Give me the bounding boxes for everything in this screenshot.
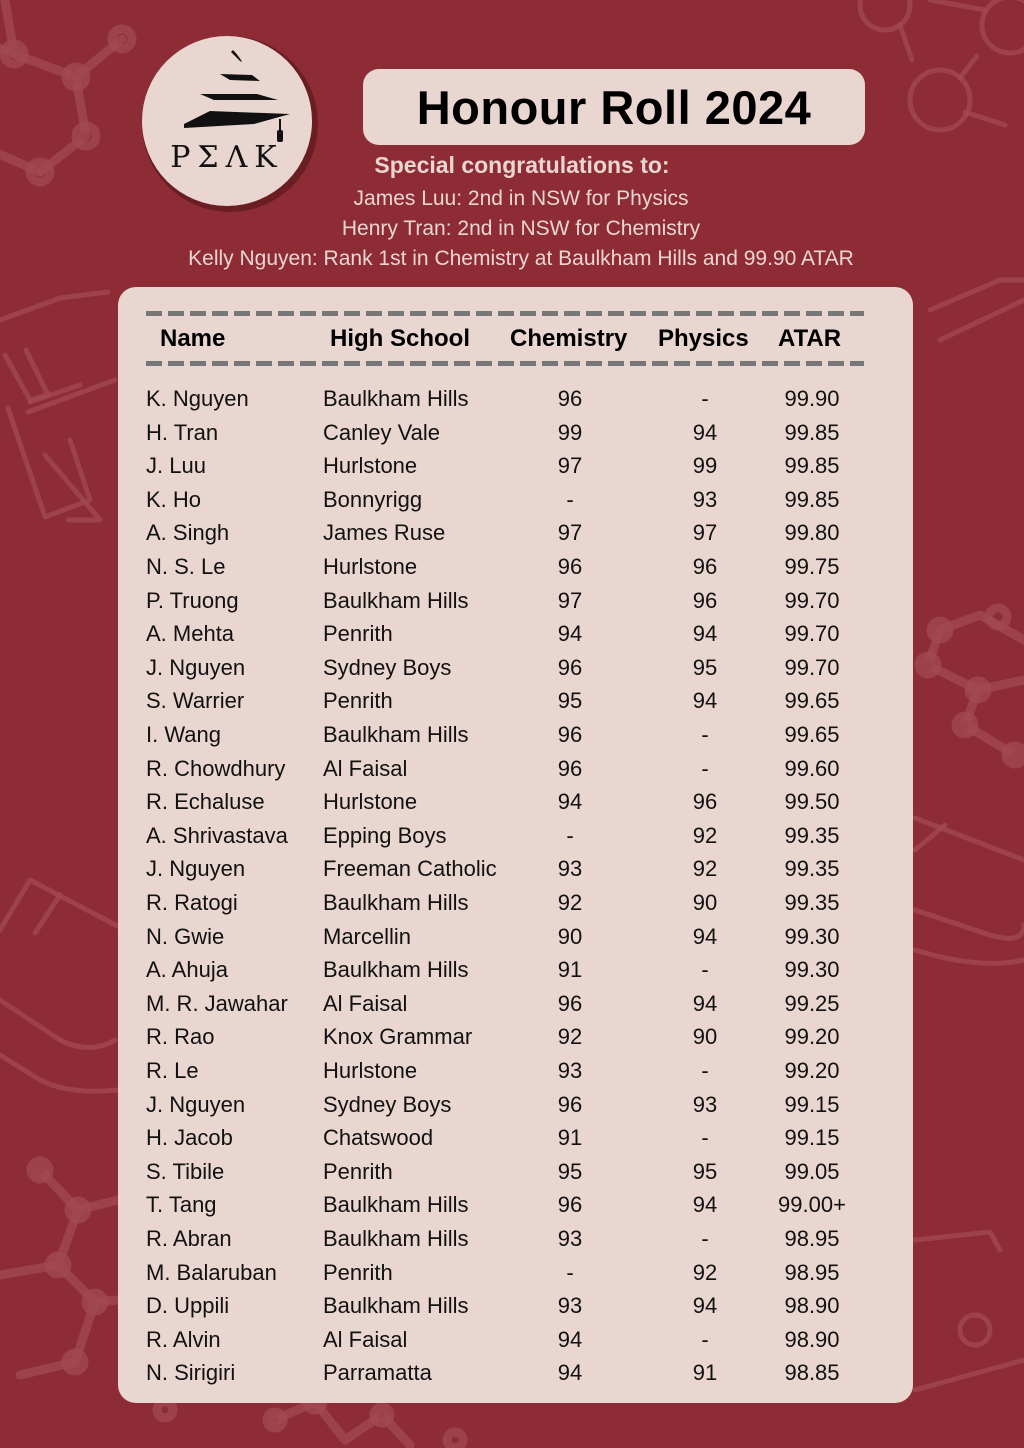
cell-physics: - (701, 386, 709, 411)
cell-atar: 99.50 (784, 789, 840, 815)
cell-high-school: Bonnyrigg (323, 486, 423, 512)
cell-physics: 99 (692, 453, 718, 479)
cell-name: A. Singh (146, 520, 230, 546)
table-row (118, 1092, 913, 1126)
column-header-name: Name (160, 325, 226, 352)
cell-atar: 99.75 (784, 554, 840, 579)
cell-chemistry: 96 (557, 1091, 583, 1117)
cell-physics: 94 (692, 688, 718, 714)
cell-physics: 92 (692, 856, 718, 882)
cell-physics: 94 (692, 923, 718, 949)
table-row (118, 688, 913, 722)
table-row (118, 924, 913, 958)
cell-atar: 99.70 (784, 587, 840, 613)
cell-chemistry: 93 (557, 856, 583, 882)
table-row (118, 789, 913, 823)
cell-name: H. Tran (146, 419, 219, 445)
cell-physics: 92 (692, 1259, 718, 1285)
cell-physics: 97 (692, 520, 718, 546)
table-row (118, 1125, 913, 1159)
cell-atar: 99.05 (784, 1158, 840, 1184)
table-row (118, 1226, 913, 1260)
cell-name: N. Gwie (146, 923, 225, 949)
table-row (118, 991, 913, 1025)
cell-name: I. Wang (146, 722, 221, 747)
table-row (118, 957, 913, 991)
table-row (118, 1327, 913, 1361)
cell-high-school: Baulkham Hills (323, 386, 469, 411)
cell-high-school: Baulkham Hills (323, 1192, 469, 1218)
cell-chemistry: 93 (557, 1226, 583, 1251)
cell-physics: 91 (692, 1360, 718, 1386)
table-row (118, 1293, 913, 1327)
cell-atar: 98.85 (784, 1360, 840, 1386)
cell-physics: 94 (692, 621, 718, 647)
cell-high-school: Parramatta (323, 1360, 432, 1386)
cell-high-school: Hurlstone (323, 789, 418, 815)
cell-atar: 99.60 (784, 755, 840, 781)
cell-chemistry: - (566, 822, 574, 848)
cell-high-school: Marcellin (323, 923, 412, 949)
cell-high-school: Freeman Catholic (323, 856, 497, 882)
cell-chemistry: 97 (557, 520, 583, 546)
title-banner (363, 69, 865, 145)
cell-atar: 99.70 (784, 654, 840, 680)
table-row (118, 756, 913, 790)
table-row (118, 1058, 913, 1092)
graduation-cap-icon (142, 36, 312, 146)
cell-name: M. Balaruban (146, 1259, 277, 1285)
congratulations-line: James Luu: 2nd in NSW for Physics (353, 187, 689, 210)
cell-chemistry: 96 (557, 1192, 583, 1218)
cell-physics: - (701, 722, 709, 747)
cell-physics: 94 (692, 1293, 718, 1319)
congratulations-line: Kelly Nguyen: Rank 1st in Chemistry at Baulkham Hills and 99.90 ATAR (188, 247, 854, 270)
cell-name: J. Nguyen (146, 856, 246, 882)
cell-physics: - (701, 1125, 709, 1151)
cell-atar: 99.00+ (778, 1192, 846, 1218)
cell-chemistry: 94 (557, 789, 583, 815)
cell-physics: 90 (692, 1024, 718, 1050)
cell-atar: 99.25 (784, 990, 840, 1016)
column-header-high-school: High School (330, 325, 470, 352)
cell-chemistry: 92 (557, 890, 583, 915)
cell-name: S. Tibile (146, 1158, 225, 1184)
table-row (118, 621, 913, 655)
cell-physics: 96 (692, 789, 718, 815)
cell-chemistry: 99 (557, 419, 583, 445)
logo-wordmark: ΡΣΛΚ (170, 140, 284, 175)
table-row (118, 420, 913, 454)
cell-atar: 99.35 (784, 890, 840, 915)
cell-high-school: Knox Grammar (323, 1024, 473, 1050)
congratulations-heading: Special congratulations to: (374, 152, 670, 178)
cell-high-school: Penrith (323, 688, 393, 714)
table-row (118, 487, 913, 521)
cell-atar: 99.15 (784, 1091, 840, 1117)
cell-name: A. Ahuja (146, 957, 228, 983)
cell-atar: 99.65 (784, 688, 840, 714)
cell-name: K. Nguyen (146, 386, 249, 411)
table-row (118, 1260, 913, 1294)
cell-physics: 92 (692, 822, 718, 848)
cell-chemistry: 90 (557, 923, 583, 949)
cell-high-school: Al Faisal (323, 755, 408, 781)
cell-name: J. Nguyen (146, 1091, 246, 1117)
cell-name: K. Ho (146, 486, 202, 512)
cell-chemistry: 96 (557, 722, 583, 747)
cell-chemistry: 95 (557, 688, 583, 714)
cell-chemistry: 93 (557, 1058, 583, 1083)
cell-chemistry: 94 (557, 621, 583, 647)
cell-name: R. Echaluse (146, 789, 265, 815)
cell-chemistry: - (566, 1259, 574, 1285)
cell-name: R. Le (146, 1058, 199, 1083)
cell-high-school: Canley Vale (323, 419, 440, 445)
cell-atar: 99.35 (784, 822, 840, 848)
cell-atar: 98.95 (784, 1259, 840, 1285)
cell-chemistry: 93 (557, 1293, 583, 1319)
cell-high-school: Penrith (323, 1158, 393, 1184)
cell-high-school: Epping Boys (323, 822, 447, 848)
cell-physics: 96 (692, 587, 718, 613)
table-row (118, 823, 913, 857)
cell-chemistry: 92 (557, 1024, 583, 1050)
cell-high-school: Baulkham Hills (323, 1226, 469, 1251)
cell-name: A. Shrivastava (146, 822, 288, 848)
cell-atar: 99.85 (784, 453, 840, 479)
cell-chemistry: 96 (557, 755, 583, 781)
cell-atar: 98.90 (784, 1326, 840, 1352)
cell-high-school: Al Faisal (323, 990, 408, 1016)
cell-high-school: Sydney Boys (323, 1091, 452, 1117)
cell-name: J. Nguyen (146, 654, 246, 680)
cell-chemistry: 96 (557, 654, 583, 680)
cell-name: R. Rao (146, 1024, 215, 1050)
table-row (118, 1024, 913, 1058)
table-row (118, 554, 913, 588)
cell-high-school: Baulkham Hills (323, 722, 469, 747)
cell-name: A. Mehta (146, 621, 235, 647)
cell-chemistry: 96 (557, 554, 583, 579)
table-row (118, 1159, 913, 1193)
cell-atar: 98.90 (784, 1293, 840, 1319)
page-title: Honour Roll 2024 (416, 80, 812, 134)
cell-atar: 99.65 (784, 722, 840, 747)
cell-physics: 96 (692, 554, 718, 579)
cell-name: T. Tang (146, 1192, 217, 1218)
table-row (118, 856, 913, 890)
cell-name: J. Luu (146, 453, 206, 479)
column-header-chemistry: Chemistry (510, 325, 628, 352)
cell-atar: 99.85 (784, 486, 840, 512)
table-row (118, 890, 913, 924)
cell-physics: 94 (692, 419, 718, 445)
cell-physics: - (701, 1058, 709, 1083)
cell-name: R. Ratogi (146, 890, 238, 915)
cell-name: R. Alvin (146, 1326, 221, 1352)
cell-high-school: Baulkham Hills (323, 890, 469, 915)
cell-chemistry: 97 (557, 453, 583, 479)
cell-chemistry: 94 (557, 1326, 583, 1352)
cell-high-school: Sydney Boys (323, 654, 452, 680)
table-row (118, 655, 913, 689)
cell-chemistry: 95 (557, 1158, 583, 1184)
cell-physics: - (701, 1326, 709, 1352)
header-divider-top (146, 311, 864, 316)
cell-high-school: Hurlstone (323, 453, 418, 479)
cell-physics: 94 (692, 990, 718, 1016)
cell-name: H. Jacob (146, 1125, 233, 1151)
cell-chemistry: 97 (557, 587, 583, 613)
cell-atar: 99.30 (784, 957, 840, 983)
cell-high-school: Penrith (323, 621, 393, 647)
cell-high-school: Baulkham Hills (323, 1293, 469, 1319)
cell-name: D. Uppili (146, 1293, 230, 1319)
cell-physics: - (701, 957, 709, 983)
cell-high-school: James Ruse (323, 520, 446, 546)
cell-high-school: Chatswood (323, 1125, 434, 1151)
cell-high-school: Hurlstone (323, 554, 418, 579)
cell-atar: 99.20 (784, 1024, 840, 1050)
cell-high-school: Baulkham Hills (323, 957, 469, 983)
logo-circle (142, 36, 312, 206)
header-divider-bottom (146, 361, 864, 366)
cell-name: P. Truong (146, 587, 239, 613)
cell-name: R. Abran (146, 1226, 232, 1251)
cell-name: S. Warrier (146, 688, 245, 714)
cell-physics: 95 (692, 1158, 718, 1184)
cell-atar: 98.95 (784, 1226, 840, 1251)
cell-atar: 99.70 (784, 621, 840, 647)
table-row (118, 1360, 913, 1394)
cell-chemistry: 96 (557, 990, 583, 1016)
cell-name: M. R. Jawahar (146, 990, 288, 1016)
cell-name: N. S. Le (146, 554, 226, 579)
cell-physics: 93 (692, 1091, 718, 1117)
cell-physics: 93 (692, 486, 718, 512)
cell-chemistry: - (566, 486, 574, 512)
cell-physics: 94 (692, 1192, 718, 1218)
table-row (118, 453, 913, 487)
cell-high-school: Baulkham Hills (323, 587, 469, 613)
cell-high-school: Hurlstone (323, 1058, 418, 1083)
column-header-atar: ATAR (778, 325, 842, 352)
cell-atar: 99.90 (784, 386, 840, 411)
cell-chemistry: 91 (557, 1125, 583, 1151)
cell-name: N. Sirigiri (146, 1360, 236, 1386)
cell-name: R. Chowdhury (146, 755, 286, 781)
table-row (118, 722, 913, 756)
cell-physics: - (701, 755, 709, 781)
cell-chemistry: 91 (557, 957, 583, 983)
cell-physics: - (701, 1226, 709, 1251)
table-row (118, 1192, 913, 1226)
cell-atar: 99.20 (784, 1058, 840, 1083)
table-row (118, 588, 913, 622)
cell-chemistry: 94 (557, 1360, 583, 1386)
cell-high-school: Penrith (323, 1259, 393, 1285)
cell-high-school: Al Faisal (323, 1326, 408, 1352)
cell-atar: 99.85 (784, 419, 840, 445)
cell-chemistry: 96 (557, 386, 583, 411)
cell-atar: 99.30 (784, 923, 840, 949)
cell-physics: 95 (692, 654, 718, 680)
table-row (118, 520, 913, 554)
congratulations-line: Henry Tran: 2nd in NSW for Chemistry (341, 217, 701, 240)
cell-physics: 90 (692, 890, 718, 915)
table-row (118, 386, 913, 420)
cell-atar: 99.15 (784, 1125, 840, 1151)
peak-logo (142, 36, 318, 212)
column-header-physics: Physics (658, 325, 749, 352)
cell-atar: 99.80 (784, 520, 840, 546)
results-table-card (118, 287, 913, 1403)
cell-atar: 99.35 (784, 856, 840, 882)
